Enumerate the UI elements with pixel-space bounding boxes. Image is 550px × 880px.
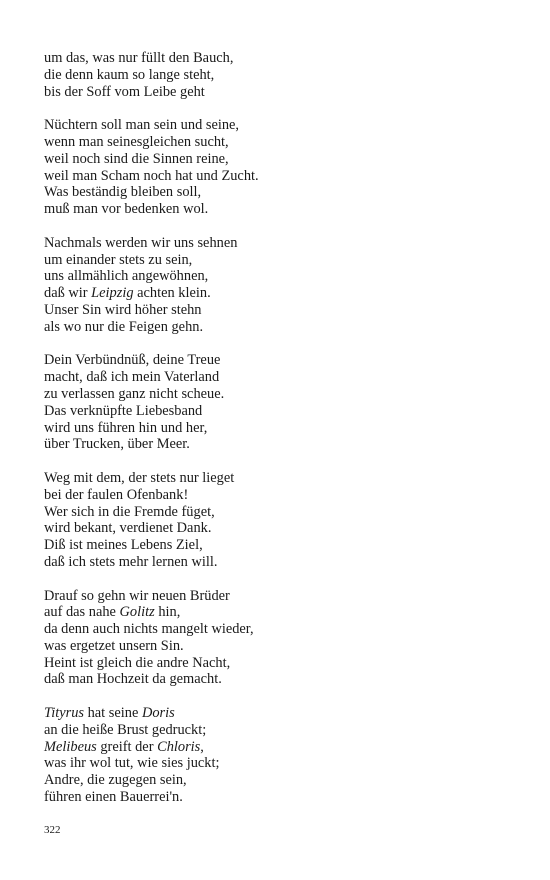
line-text: wenn man seinesgleichen sucht, [44, 133, 229, 150]
line-text: wird uns führen hin und her, [44, 419, 208, 436]
line-text: da denn auch nichts mangelt wieder, [44, 621, 254, 638]
line-text: Drauf so gehn wir neuen Brüder [44, 587, 230, 604]
line-text: als wo nur die Feigen gehn. [44, 318, 204, 335]
poem-line [44, 638, 514, 655]
poem-line [44, 134, 514, 151]
poem-line [44, 487, 514, 504]
line-text: die denn kaum so lange steht, [44, 66, 215, 83]
italic-name: Melibeus [44, 738, 97, 755]
line-text: uns allmählich angewöhnen, [44, 268, 209, 285]
line-text: weil man Scham noch hat und Zucht. [44, 167, 259, 184]
poem-line [44, 604, 514, 621]
line-text: Diß ist meines Lebens Ziel, [44, 537, 203, 554]
stanza [44, 50, 514, 100]
poem-line [44, 50, 514, 67]
poem-line [44, 772, 514, 789]
line-text: Andre, die zugegen sein, [44, 772, 187, 789]
stanza [44, 352, 514, 453]
line-text: daß man Hochzeit da gemacht. [44, 671, 222, 688]
line-text: um das, was nur füllt den Bauch, [44, 50, 234, 66]
line-text: Heint ist gleich die andre Nacht, [44, 654, 231, 671]
stanza [44, 705, 514, 806]
poem-line [44, 436, 514, 453]
poem-line [44, 671, 514, 688]
poem-line [44, 789, 514, 806]
poem-line [44, 151, 514, 168]
poem-line [44, 739, 514, 756]
poem-line [44, 755, 514, 772]
poem-line [44, 168, 514, 185]
italic-name: Doris [141, 705, 175, 722]
stanza [44, 588, 514, 689]
line-text: Weg mit dem, der stets nur lieget [44, 469, 235, 486]
line-text: hin, [154, 604, 181, 621]
poem-line [44, 117, 514, 134]
line-text: wird bekant, verdienet Dank. [44, 520, 212, 537]
stanza [44, 470, 514, 571]
poem-line [44, 352, 514, 369]
stanza [44, 117, 514, 218]
line-text: daß ich stets mehr lernen will. [44, 553, 218, 570]
line-text: achten klein. [133, 285, 211, 302]
poem-line [44, 84, 514, 101]
poem-line [44, 184, 514, 201]
line-text: was ergetzet unsern Sin. [44, 637, 184, 654]
line-text: macht, daß ich mein Vaterland [44, 369, 220, 386]
stanza [44, 235, 514, 336]
italic-name: Tityrus [44, 705, 84, 722]
poem-line [44, 319, 514, 336]
line-text: muß man vor bedenken wol. [44, 201, 209, 218]
line-text: hat seine [84, 705, 142, 722]
line-text: führen einen Bauerrei'n. [44, 789, 183, 806]
line-text: um einander stets zu sein, [44, 251, 193, 268]
line-text: Wer sich in die Fremde füget, [44, 503, 215, 520]
poem-line [44, 386, 514, 403]
line-text: bis der Soff vom Leibe geht [44, 83, 205, 100]
poem-line [44, 420, 514, 437]
poem-line [44, 520, 514, 537]
line-text: Das verknüpfte Liebesband [44, 402, 203, 419]
poem-line [44, 705, 514, 722]
line-text: zu verlassen ganz nicht scheue. [44, 385, 225, 402]
poem-line [44, 722, 514, 739]
italic-name: Chloris [157, 738, 201, 755]
line-text: Unser Sin wird höher stehn [44, 301, 202, 318]
italic-name: Leipzig [91, 285, 134, 302]
poem-line [44, 369, 514, 386]
line-text: was ihr wol tut, wie sies juckt; [44, 755, 220, 772]
line-text: greift der [96, 738, 158, 755]
page-number: 322 [44, 824, 61, 836]
line-text: an die heiße Brust gedruckt; [44, 721, 207, 738]
poem-line [44, 252, 514, 269]
line-text: über Trucken, über Meer. [44, 436, 190, 453]
line-text: Was beständig bleiben soll, [44, 184, 202, 201]
poem-line [44, 621, 514, 638]
poem-line [44, 285, 514, 302]
poem-line [44, 268, 514, 285]
line-text: weil noch sind die Sinnen reine, [44, 150, 229, 167]
italic-name: Golitz [119, 604, 155, 621]
poem-text [44, 50, 514, 823]
line-text: Nüchtern soll man sein und seine, [44, 117, 240, 134]
poem-line [44, 537, 514, 554]
poem-line [44, 302, 514, 319]
line-text: bei der faulen Ofenbank! [44, 486, 189, 503]
line-text: Dein Verbündnüß, deine Treue [44, 352, 221, 369]
poem-line [44, 588, 514, 605]
line-text: , [200, 738, 204, 755]
poem-line [44, 403, 514, 420]
poem-line [44, 235, 514, 252]
poem-line [44, 201, 514, 218]
poem-line [44, 504, 514, 521]
poem-line [44, 67, 514, 84]
line-text: daß wir [44, 285, 92, 302]
poem-line [44, 655, 514, 672]
line-text: auf das nahe [44, 604, 120, 621]
poem-line [44, 554, 514, 571]
line-text: Nachmals werden wir uns sehnen [44, 234, 238, 251]
poem-line [44, 470, 514, 487]
